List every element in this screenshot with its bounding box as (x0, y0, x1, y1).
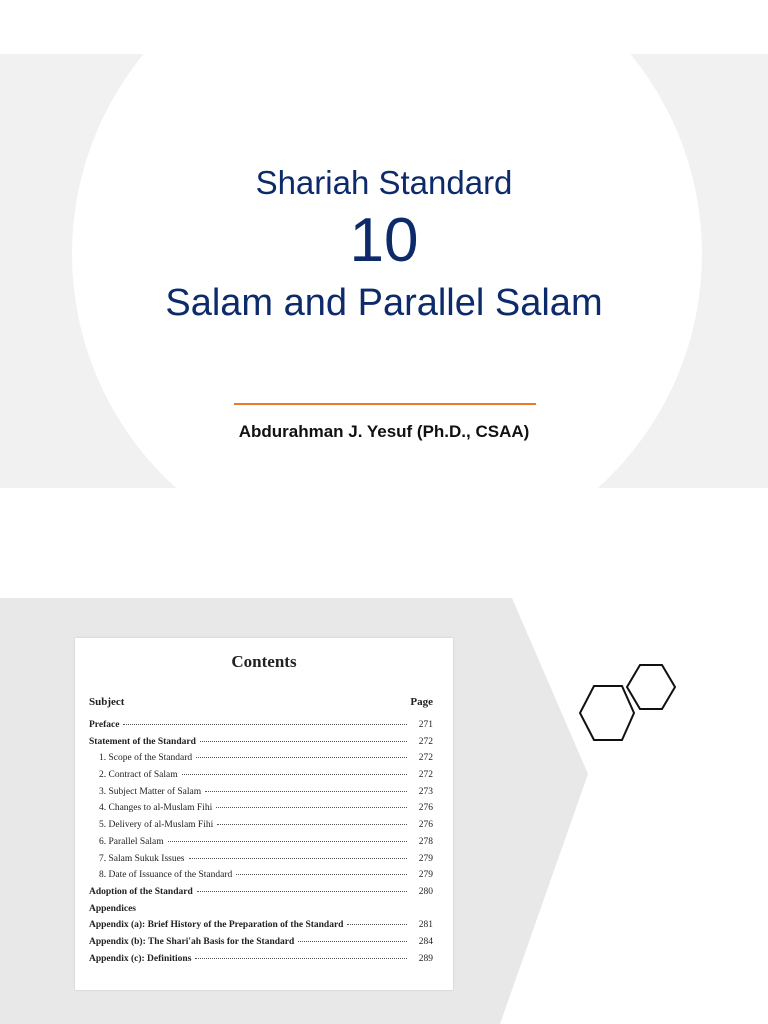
dot-leader (196, 757, 407, 758)
contents-entry-page: 278 (418, 836, 433, 847)
contents-entry-label: Adoption of the Standard (89, 886, 193, 897)
contents-entry-label: 6. Parallel Salam (99, 836, 164, 847)
contents-entry-label: 8. Date of Issuance of the Standard (99, 870, 233, 881)
contents-entry (89, 820, 433, 837)
standard-title: Shariah Standard (255, 164, 513, 201)
standard-number: 10 (349, 206, 419, 275)
dot-leader (217, 824, 407, 825)
contents-entry-label: 1. Scope of the Standard (99, 753, 193, 764)
contents-entry-page: 276 (418, 803, 433, 814)
contents-entry-label: 3. Subject Matter of Salam (99, 786, 202, 797)
contents-entry (89, 770, 433, 787)
contents-entry-label: Statement of the Standard (89, 736, 196, 747)
dot-leader (298, 941, 407, 942)
contents-entry-page: 273 (418, 786, 433, 797)
contents-entry (89, 904, 433, 921)
contents-entry-page: 272 (418, 736, 433, 747)
contents-entry (89, 887, 433, 904)
author-name: Abdurahman J. Yesuf (Ph.D., CSAA) (238, 422, 530, 441)
dot-leader (200, 741, 407, 742)
contents-entry-page: 272 (418, 753, 433, 764)
title-slide (0, 54, 768, 488)
contents-entry (89, 954, 433, 971)
contents-entry (89, 837, 433, 854)
dot-leader (236, 874, 407, 875)
dot-leader (182, 774, 407, 775)
contents-entry (89, 937, 433, 954)
dot-leader (195, 958, 407, 959)
contents-entry-page: 279 (418, 853, 433, 864)
page-header: Page (410, 696, 433, 708)
contents-entry-label: 5. Delivery of al-Muslam Fihi (99, 820, 214, 831)
contents-entry-label: Preface (89, 720, 120, 730)
contents-entry-page: 271 (418, 720, 433, 730)
dot-leader (347, 924, 407, 925)
contents-entry (89, 920, 433, 937)
contents-entry-label: Appendix (c): Definitions (89, 953, 192, 964)
contents-slide (0, 598, 768, 1024)
standard-subtitle: Salam and Parallel Salam (165, 282, 603, 324)
contents-entry (89, 753, 433, 770)
dot-leader (168, 841, 407, 842)
contents-entry (89, 854, 433, 871)
contents-entry-page: 276 (418, 820, 433, 831)
contents-entry-label: Appendix (b): The Shari'ah Basis for the Standard (89, 936, 295, 947)
contents-entry (89, 720, 433, 737)
dot-leader (123, 724, 407, 725)
contents-entry-page: 281 (418, 920, 433, 931)
contents-entry (89, 787, 433, 804)
contents-entry-label: Appendix (a): Brief History of the Preparation of the Standard (89, 920, 344, 931)
dot-leader (197, 891, 407, 892)
subject-header: Subject (89, 696, 125, 708)
contents-header (89, 696, 433, 708)
contents-entry-page: 284 (418, 936, 433, 947)
contents-entry-page: 280 (418, 886, 433, 897)
contents-entry-page: 289 (418, 953, 433, 964)
contents-entry-page: 279 (418, 870, 433, 881)
contents-entry-label: 4. Changes to al-Muslam Fihi (99, 803, 213, 814)
hexagon-decoration-icon (574, 660, 684, 744)
contents-entry-label: Appendices (89, 903, 136, 914)
dot-leader (216, 807, 407, 808)
contents-entry (89, 737, 433, 754)
contents-entry (89, 870, 433, 887)
contents-title: Contents (231, 652, 297, 671)
contents-entry-page: 272 (418, 770, 433, 781)
dot-leader (205, 791, 407, 792)
contents-list (89, 720, 433, 970)
contents-entry-label: 7. Salam Sukuk Issues (99, 853, 185, 864)
orange-divider (234, 403, 536, 405)
contents-entry-label: 2. Contract of Salam (99, 770, 178, 781)
contents-entry (89, 803, 433, 820)
contents-page (75, 638, 453, 990)
dot-leader (189, 858, 408, 859)
